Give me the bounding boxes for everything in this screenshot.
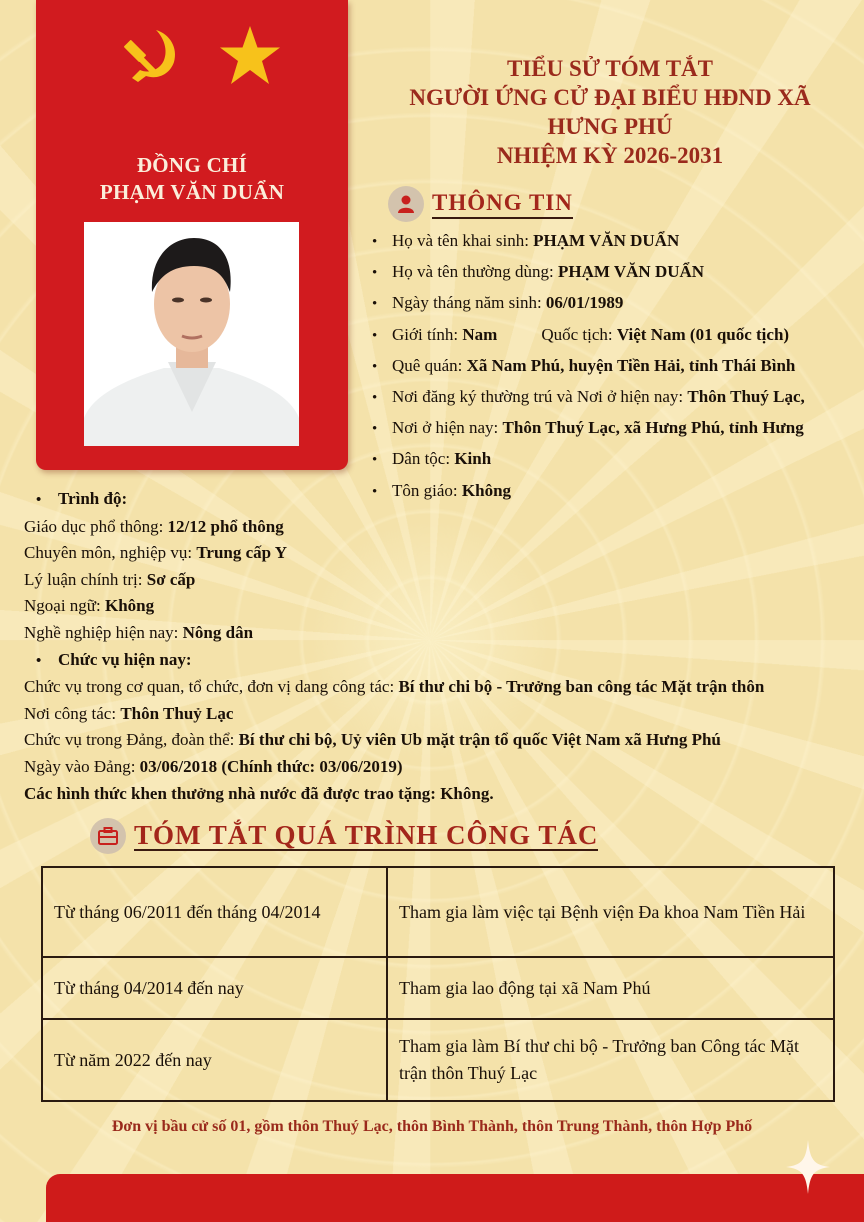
candidate-name-block bbox=[36, 152, 348, 206]
info-item-common-name: • Họ và tên thường dùng: PHẠM VĂN DUẨN bbox=[372, 257, 805, 288]
position-workplace: Nơi công tác: Thôn Thuỷ Lạc bbox=[24, 703, 234, 723]
person-icon bbox=[388, 186, 424, 222]
info-item-religion: • Tôn giáo: Không bbox=[372, 476, 805, 507]
period-cell: Từ năm 2022 đến nay bbox=[42, 1019, 387, 1101]
awards: Các hình thức khen thưởng nhà nước đã được trao tặng: Không. bbox=[24, 783, 494, 803]
edu-political-theory: Lý luận chính trị: Sơ cấp bbox=[24, 569, 196, 589]
candidate-name: PHẠM VĂN DUẨN bbox=[99, 180, 285, 204]
table-row bbox=[42, 867, 834, 957]
description-cell: Tham gia lao động tại xã Nam Phú bbox=[387, 957, 834, 1019]
education-heading: • Trình độ: bbox=[24, 486, 764, 514]
info-item-birth-name: • Họ và tên khai sinh: PHẠM VĂN DUẨN bbox=[372, 226, 805, 257]
description-cell: Tham gia làm việc tại Bệnh viện Đa khoa Nam Tiền Hải bbox=[387, 867, 834, 957]
qualifications-block bbox=[24, 486, 764, 807]
table-row bbox=[42, 1019, 834, 1101]
position-party-join-date: Ngày vào Đảng: 03/06/2018 (Chính thức: 03/06/2019) bbox=[24, 756, 403, 776]
hammer-sickle-icon bbox=[120, 24, 184, 88]
work-history-table bbox=[41, 866, 835, 1102]
sparkle-icon bbox=[786, 1140, 830, 1194]
info-heading-text: THÔNG TIN bbox=[432, 189, 573, 219]
description-cell: Tham gia làm Bí thư chi bộ - Trưởng ban Công tác Mặt trận thôn Thuý Lạc bbox=[387, 1019, 834, 1101]
personal-info-list bbox=[372, 226, 805, 507]
title-line-2: NGƯỜI ỨNG CỬ ĐẠI BIỂU HĐND XÃ bbox=[409, 85, 811, 110]
info-item-hometown: • Quê quán: Xã Nam Phú, huyện Tiền Hải, tỉnh Thái Bình bbox=[372, 351, 805, 382]
title-line-3: HƯNG PHÚ bbox=[547, 114, 673, 139]
portrait-image bbox=[84, 222, 299, 446]
info-item-dob: • Ngày tháng năm sinh: 06/01/1989 bbox=[372, 288, 805, 319]
period-cell: Từ tháng 04/2014 đến nay bbox=[42, 957, 387, 1019]
edu-foreign-language: Ngoại ngữ: Không bbox=[24, 596, 155, 616]
position-party-role: Chức vụ trong Đảng, đoàn thể: Bí thư chi bộ, Uỷ viên Ub mặt trận tổ quốc Việt Nam xã Hưng Phú bbox=[24, 730, 721, 750]
period-cell: Từ tháng 06/2011 đến tháng 04/2014 bbox=[42, 867, 387, 957]
edu-specialty: Chuyên môn, nghiệp vụ: Trung cấp Y bbox=[24, 543, 288, 563]
work-heading-text: TÓM TẮT QUÁ TRÌNH CÔNG TÁC bbox=[134, 820, 599, 850]
position-work-role: Chức vụ trong cơ quan, tổ chức, đơn vị dang công tác: Bí thư chi bộ - Trưởng ban công tác Mặt trận thôn bbox=[24, 677, 765, 697]
info-item-ethnicity: • Dân tộc: Kinh bbox=[372, 444, 805, 475]
electoral-unit-note: Đơn vị bầu cử số 01, gồm thôn Thuý Lạc, thôn Bình Thành, thôn Trung Thành, thôn Hợp Phố bbox=[111, 1118, 753, 1135]
table-row bbox=[42, 957, 834, 1019]
edu-general: Giáo dục phổ thông: 12/12 phổ thông bbox=[24, 516, 284, 536]
info-item-gender-nationality: • Giới tính: Nam Quốc tịch: Việt Nam (01 quốc tịch) bbox=[372, 320, 805, 351]
salutation: ĐỒNG CHÍ bbox=[136, 153, 248, 177]
briefcase-icon bbox=[90, 818, 126, 854]
candidate-photo bbox=[84, 222, 299, 446]
star-icon bbox=[218, 24, 282, 88]
positions-heading: • Chức vụ hiện nay: bbox=[24, 647, 764, 675]
info-section-heading bbox=[388, 186, 573, 222]
document-title bbox=[370, 54, 850, 170]
info-item-registered-residence: • Nơi đăng ký thường trú và Nơi ở hiện nay: Thôn Thuý Lạc, bbox=[372, 382, 805, 413]
title-line-1: TIỂU SỬ TÓM TẮT bbox=[507, 56, 713, 81]
info-item-current-residence: • Nơi ở hiện nay: Thôn Thuý Lạc, xã Hưng Phú, tỉnh Hưng bbox=[372, 413, 805, 444]
title-line-4: NHIỆM KỲ 2026-2031 bbox=[496, 143, 724, 168]
bottom-decorative-band bbox=[46, 1174, 864, 1222]
edu-occupation: Nghề nghiệp hiện nay: Nông dân bbox=[24, 622, 254, 642]
work-history-heading bbox=[90, 818, 598, 854]
